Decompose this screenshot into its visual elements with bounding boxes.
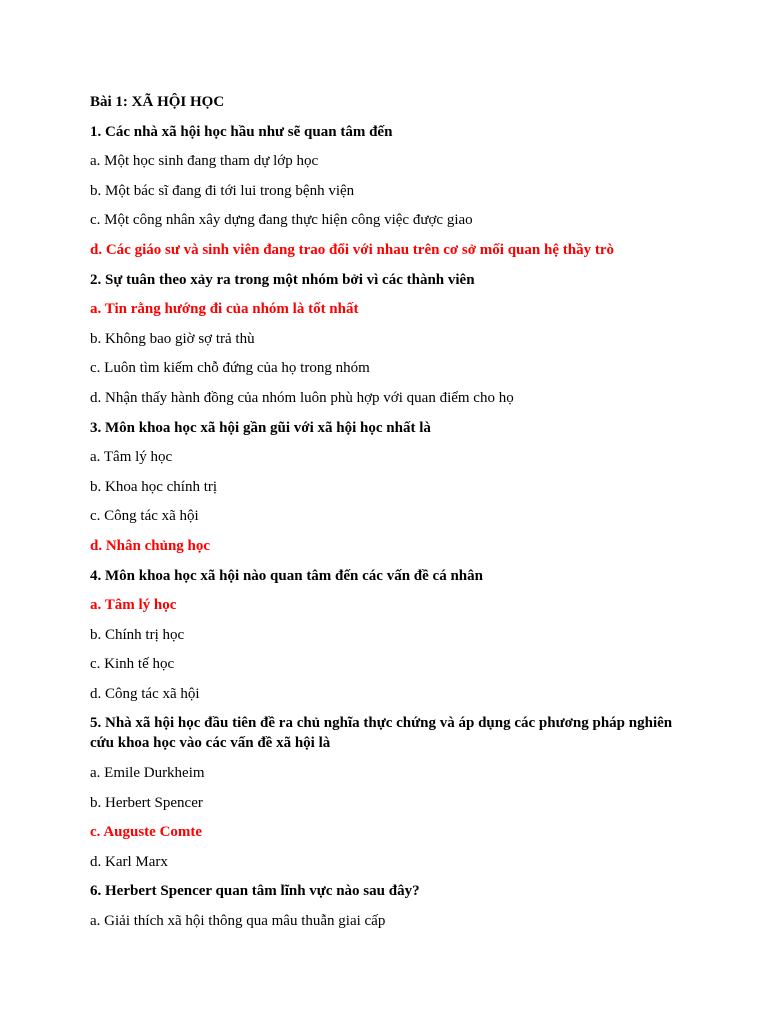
answer-option: c. Kinh tế học xyxy=(90,656,175,673)
question-3: 3. Môn khoa học xã hội gần gũi với xã hội học nhất là xyxy=(90,419,431,436)
document-title: Bài 1: XÃ HỘI HỌC xyxy=(90,94,225,110)
question-6: 6. Herbert Spencer quan tâm lĩnh vực nào sau đây? xyxy=(90,883,420,900)
document-page xyxy=(90,92,690,941)
correct-answer-option: d. Nhân chủng học xyxy=(90,537,211,554)
answer-option: b. Không bao giờ sợ trả thù xyxy=(90,330,255,347)
correct-answer-option: a. Tâm lý học xyxy=(90,597,177,614)
question-4: 4. Môn khoa học xã hội nào quan tâm đến các vấn đề cá nhân xyxy=(90,567,483,584)
answer-option: a. Giải thích xã hội thông qua mâu thuẫn giai cấp xyxy=(90,913,386,930)
answer-option: a. Emile Durkheim xyxy=(90,765,205,782)
answer-option: d. Karl Marx xyxy=(90,853,168,870)
question-1: 1. Các nhà xã hội học hầu như sẽ quan tâm đến xyxy=(90,123,393,140)
correct-answer-option: c. Auguste Comte xyxy=(90,824,203,841)
answer-option: a. Tâm lý học xyxy=(90,449,173,466)
answer-option: c. Công tác xã hội xyxy=(90,508,199,525)
answer-option: c. Luôn tìm kiếm chỗ đứng của họ trong nhóm xyxy=(90,360,370,377)
correct-answer-option: a. Tin rằng hướng đi của nhóm là tốt nhất xyxy=(90,301,359,318)
answer-option: b. Chính trị học xyxy=(90,626,185,643)
answer-option: a. Một học sinh đang tham dự lớp học xyxy=(90,153,319,170)
question-2: 2. Sự tuân theo xảy ra trong một nhóm bởi vì các thành viên xyxy=(90,271,475,288)
answer-option: d. Nhận thấy hành đồng của nhóm luôn phù hợp với quan điểm cho họ xyxy=(90,389,514,406)
answer-option: b. Herbert Spencer xyxy=(90,794,203,811)
answer-option: d. Công tác xã hội xyxy=(90,685,200,702)
answer-option: c. Một công nhân xây dựng đang thực hiện công việc được giao xyxy=(90,212,473,229)
question-5: 5. Nhà xã hội học đầu tiên đề ra chủ nghĩa thực chứng và áp dụng các phương pháp nghiên cứu khoa học vào các vấn đề xã hội là xyxy=(90,715,673,752)
answer-option: b. Khoa học chính trị xyxy=(90,478,218,495)
quiz-list xyxy=(90,122,690,931)
correct-answer-option: d. Các giáo sư và sinh viên đang trao đổi với nhau trên cơ sở mối quan hệ thầy trò xyxy=(90,241,614,258)
answer-option: b. Một bác sĩ đang đi tới lui trong bệnh viện xyxy=(90,182,355,199)
